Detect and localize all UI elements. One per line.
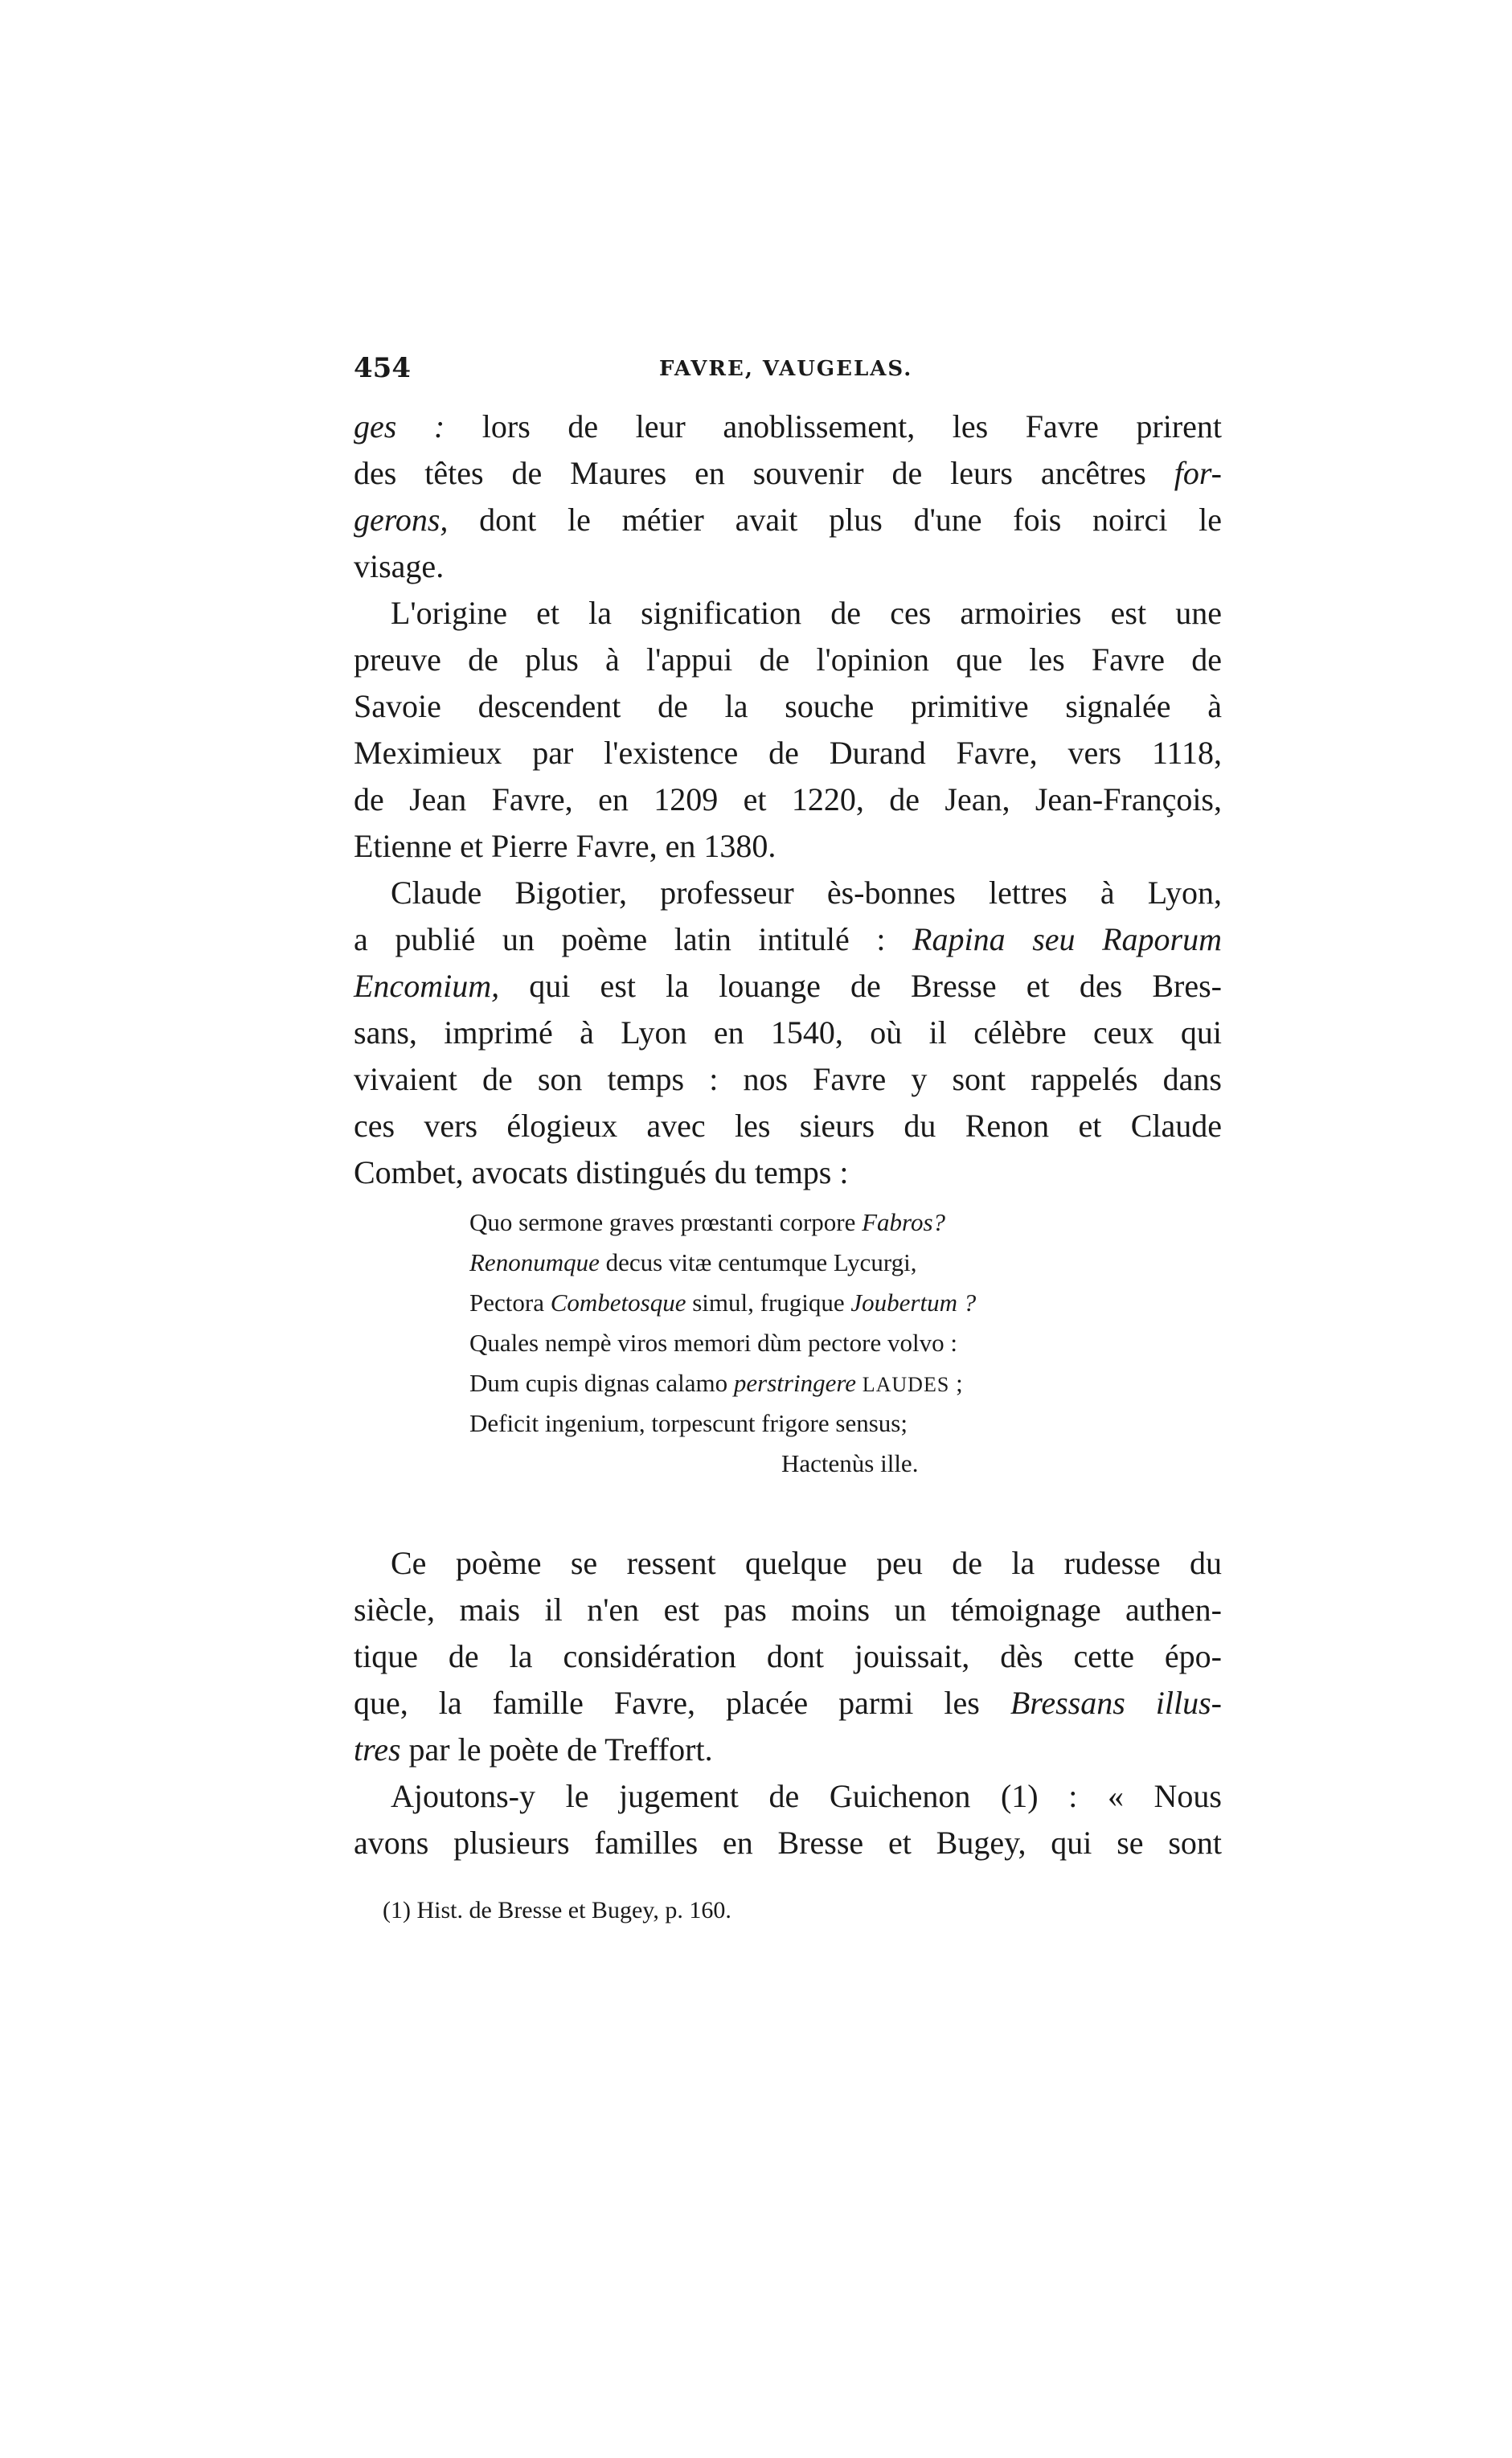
text-line: siècle, mais il n'en est pas moins un témoignage authen- xyxy=(354,1592,1222,1628)
text-line: vivaient de son temps : nos Favre y sont rappelés dans xyxy=(354,1061,1222,1097)
text-line: Etienne et Pierre Favre, en 1380. xyxy=(354,828,776,864)
verse-line: Deficit ingenium, torpescunt frigore sensus; xyxy=(469,1409,908,1437)
running-head xyxy=(354,352,1254,392)
text-line: Encomium, qui est la louange de Bresse et des Bres- xyxy=(354,968,1222,1004)
paragraph-4 xyxy=(354,1540,1222,1773)
text-line: tique de la considération dont jouissait, dès cette épo- xyxy=(354,1638,1222,1674)
text-line: gerons, dont le métier avait plus d'une fois noirci le xyxy=(354,502,1222,538)
verse-line: Renonumque decus vitæ centumque Lycurgi, xyxy=(469,1248,917,1276)
text-line: Savoie descendent de la souche primitive signalée à xyxy=(354,688,1222,724)
text-line: Combet, avocats distingués du temps : xyxy=(354,1154,849,1190)
text-line: ces vers élogieux avec les sieurs du Renon et Claude xyxy=(354,1108,1222,1144)
text-line: ges : lors de leur anoblissement, les Favre prirent xyxy=(354,408,1223,444)
text-line: preuve de plus à l'appui de l'opinion que les Favre de xyxy=(354,641,1222,678)
text-line: tres par le poète de Treffort. xyxy=(354,1731,713,1768)
paragraph-1 xyxy=(354,404,1222,590)
verse-line: Quales nempè viros memori dùm pectore volvo : xyxy=(469,1329,957,1357)
page-number: 454 xyxy=(354,352,411,384)
text-line: des têtes de Maures en souvenir de leurs ancêtres for- xyxy=(354,455,1222,491)
text-line: Ce poème se ressent quelque peu de la rudesse du xyxy=(391,1545,1222,1581)
verse-line: Dum cupis dignas calamo perstringere LAUDES ; xyxy=(469,1369,963,1397)
text-line: Ajoutons-y le jugement de Guichenon (1) : « Nous xyxy=(391,1778,1222,1814)
paragraph-5 xyxy=(354,1773,1222,1866)
text-line: avons plusieurs familles en Bresse et Bugey, qui se sont xyxy=(354,1825,1222,1861)
paragraph-3 xyxy=(354,870,1222,1196)
footnote: (1) Hist. de Bresse et Bugey, p. 160. xyxy=(383,1897,731,1923)
verse-line: Hactenùs ille. xyxy=(781,1449,919,1477)
verse-line: Quo sermone graves prœstanti corpore Fabros? xyxy=(469,1208,946,1236)
text-line: a publié un poème latin intitulé : Rapina seu Raporum xyxy=(354,921,1222,957)
text-line: visage. xyxy=(354,548,445,584)
running-title: FAVRE, VAUGELAS. xyxy=(659,357,913,381)
text-line: sans, imprimé à Lyon en 1540, où il célèbre ceux qui xyxy=(354,1014,1222,1051)
text-line: que, la famille Favre, placée parmi les Bressans illus- xyxy=(354,1685,1223,1721)
verse-line: Pectora Combetosque simul, frugique Joubertum ? xyxy=(469,1288,977,1317)
paragraph-2 xyxy=(354,590,1222,870)
text-line: Claude Bigotier, professeur ès-bonnes lettres à Lyon, xyxy=(391,875,1222,911)
text-line: Meximieux par l'existence de Durand Favre, vers 1118, xyxy=(354,735,1222,771)
text-line: L'origine et la signification de ces armoiries est une xyxy=(391,595,1222,631)
text-line: de Jean Favre, en 1209 et 1220, de Jean, Jean-François, xyxy=(354,781,1222,817)
latin-verse xyxy=(469,1202,1129,1484)
